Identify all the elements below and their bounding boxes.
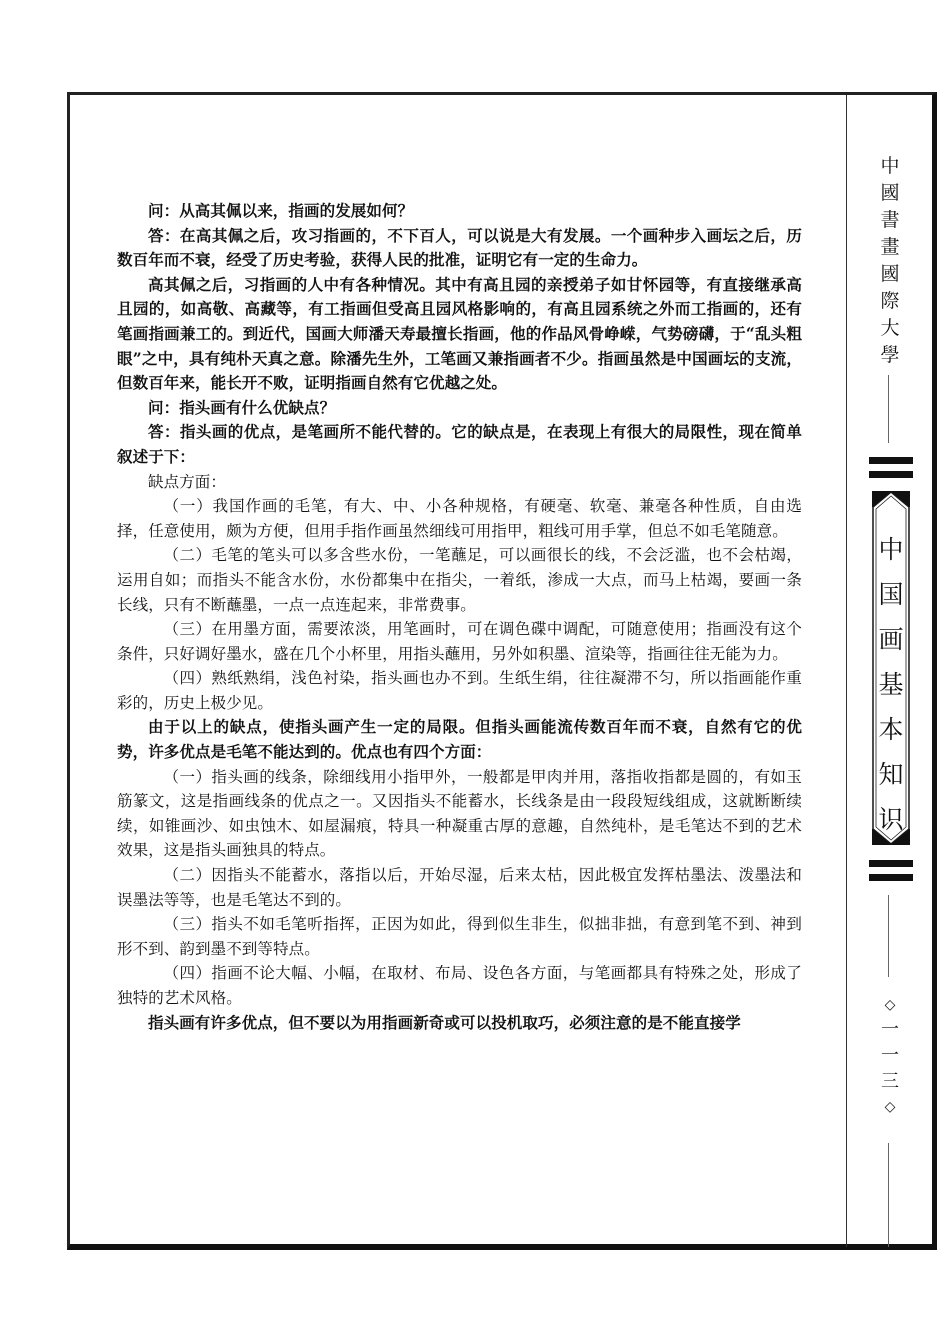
diamond-icon: ◇ bbox=[884, 1099, 896, 1115]
university-char: 學 bbox=[880, 344, 900, 366]
title-char: 基 bbox=[878, 670, 904, 699]
title-bar-bottom bbox=[869, 860, 913, 867]
title-bar-top bbox=[869, 457, 913, 464]
title-char: 本 bbox=[878, 715, 904, 744]
university-char: 際 bbox=[880, 290, 900, 312]
title-char: 画 bbox=[878, 625, 904, 654]
university-char: 中 bbox=[880, 155, 900, 177]
university-char: 國 bbox=[880, 263, 900, 285]
university-char: 大 bbox=[880, 317, 900, 339]
page-number-char: 一 bbox=[881, 1045, 899, 1066]
paragraph: （一）我国作画的毛笔，有大、中、小各种规格，有硬毫、软毫、兼毫各种性质，自由选择，任意使用，颇为方便，但用手指作画虽然细线可用指甲，粗线可用手掌，但总不如毛笔随意。 bbox=[117, 497, 802, 540]
paragraph: （二）毛笔的笔头可以多含些水份，一笔蘸足，可以画很长的线，不会泛滥，也不会枯竭，运用自如；而指头不能含水份，水份都集中在指尖，一着纸，渗成一大点，而马上枯竭，要画一条长线，只有不断蘸墨，一点一点连起来，非常费事。 bbox=[117, 546, 802, 614]
title-char: 中 bbox=[878, 535, 904, 564]
paragraph: 问：指头画有什么优缺点？ bbox=[148, 397, 336, 417]
title-char: 国 bbox=[878, 580, 904, 609]
paragraph: 指头画有许多优点，但不要以为用指画新奇或可以投机取巧，必须注意的是不能直接学 bbox=[148, 1012, 741, 1032]
body-text bbox=[117, 199, 802, 1035]
university-name bbox=[847, 153, 933, 369]
paragraph: （三）在用墨方面，需要浓淡，用笔画时，可在调色碟中调配，可随意使用；指画没有这个条件，只好调好墨水，盛在几个小杯里，用指头蘸用，另外如积墨、渲染等，指画往往无能为力。 bbox=[117, 620, 802, 663]
paragraph: （二）因指头不能蓄水，落指以后，开始尽湿，后来太枯，因此极宜发挥枯墨法、泼墨法和误墨法等等，也是毛笔达不到的。 bbox=[117, 866, 802, 909]
diamond-icon: ◇ bbox=[884, 997, 896, 1013]
sidebar-rule-bottom bbox=[888, 1143, 889, 1247]
title-char: 知 bbox=[878, 760, 904, 789]
title-char: 识 bbox=[878, 805, 904, 834]
paragraph: （一）指头画的线条，除细线用小指甲外，一般都是甲肉并用，落指收指都是圆的，有如玉筋篆文，这是指画线条的优点之一。又因指头不能蓄水，长线条是由一段段短线组成，这就断断续续，如锥画沙、如虫蚀木、如屋漏痕，特具一种凝重古厚的意趣，自然纯朴，是毛笔达不到的艺术效果，这是指头画独具的特点。 bbox=[117, 767, 802, 860]
page-number-char: 一 bbox=[881, 1019, 899, 1040]
sidebar-rule-top bbox=[888, 375, 889, 443]
paragraph: （三）指头不如毛笔听指挥，正因为如此，得到似生非生，似拙非拙，有意到笔不到、神到形不到、韵到墨不到等特点。 bbox=[117, 915, 802, 958]
university-char: 國 bbox=[880, 182, 900, 204]
paragraph: 答：指头画的优点，是笔画所不能代替的。它的缺点是，在表现上有很大的局限性，现在简单叙述于下： bbox=[117, 422, 802, 466]
university-char: 畫 bbox=[880, 236, 900, 258]
paragraph: （四）熟纸熟绢，浅色衬染，指头画也办不到。生纸生绢，往往凝滞不匀，所以指画能作重彩的，历史上极少见。 bbox=[117, 669, 802, 712]
book-title-box bbox=[872, 491, 910, 845]
paragraph: 缺点方面： bbox=[148, 472, 227, 491]
title-bar-bottom-2 bbox=[869, 874, 913, 881]
title-bar-top-2 bbox=[869, 471, 913, 478]
page-number bbox=[847, 993, 933, 1119]
page-number-char: 三 bbox=[881, 1071, 899, 1092]
paragraph: 由于以上的缺点，使指头画产生一定的局限。但指头画能流传数百年而不衰，自然有它的优势，许多优点是毛笔不能达到的。优点也有四个方面： bbox=[117, 717, 802, 762]
paragraph: 高其佩之后，习指画的人中有各种情况。其中有高且园的亲授弟子如甘怀园等，有直接继承高且园的，如高敬、高藏等，有工指画但受高且园风格影响的，有高且园系统之外而工指画的，还有笔画指画兼工的。到近代，国画大师潘天寿最擅长指画，他的作品风骨峥嵘，气势磅礴，于“乱头粗眼”之中，具有纯朴天真之意。除潘先生外，工笔画又兼指画者不少。指画虽然是中国画坛的支流，但数百年来，能长开不败，证明指画自然有它优越之处。 bbox=[117, 274, 802, 393]
sidebar-rule-mid bbox=[888, 895, 889, 977]
book-title bbox=[872, 527, 910, 842]
university-char: 書 bbox=[880, 209, 900, 231]
paragraph: （四）指画不论大幅、小幅，在取材、布局、设色各方面，与笔画都具有特殊之处，形成了独特的艺术风格。 bbox=[117, 964, 802, 1007]
sidebar bbox=[847, 95, 933, 1247]
paragraph: 答：在高其佩之后，攻习指画的，不下百人，可以说是大有发展。一个画种步入画坛之后，历数百年而不衰，经受了历史考验，获得人民的批准，证明它有一定的生命力。 bbox=[117, 225, 802, 270]
paragraph: 问：从高其佩以来，指画的发展如何？ bbox=[148, 201, 414, 220]
